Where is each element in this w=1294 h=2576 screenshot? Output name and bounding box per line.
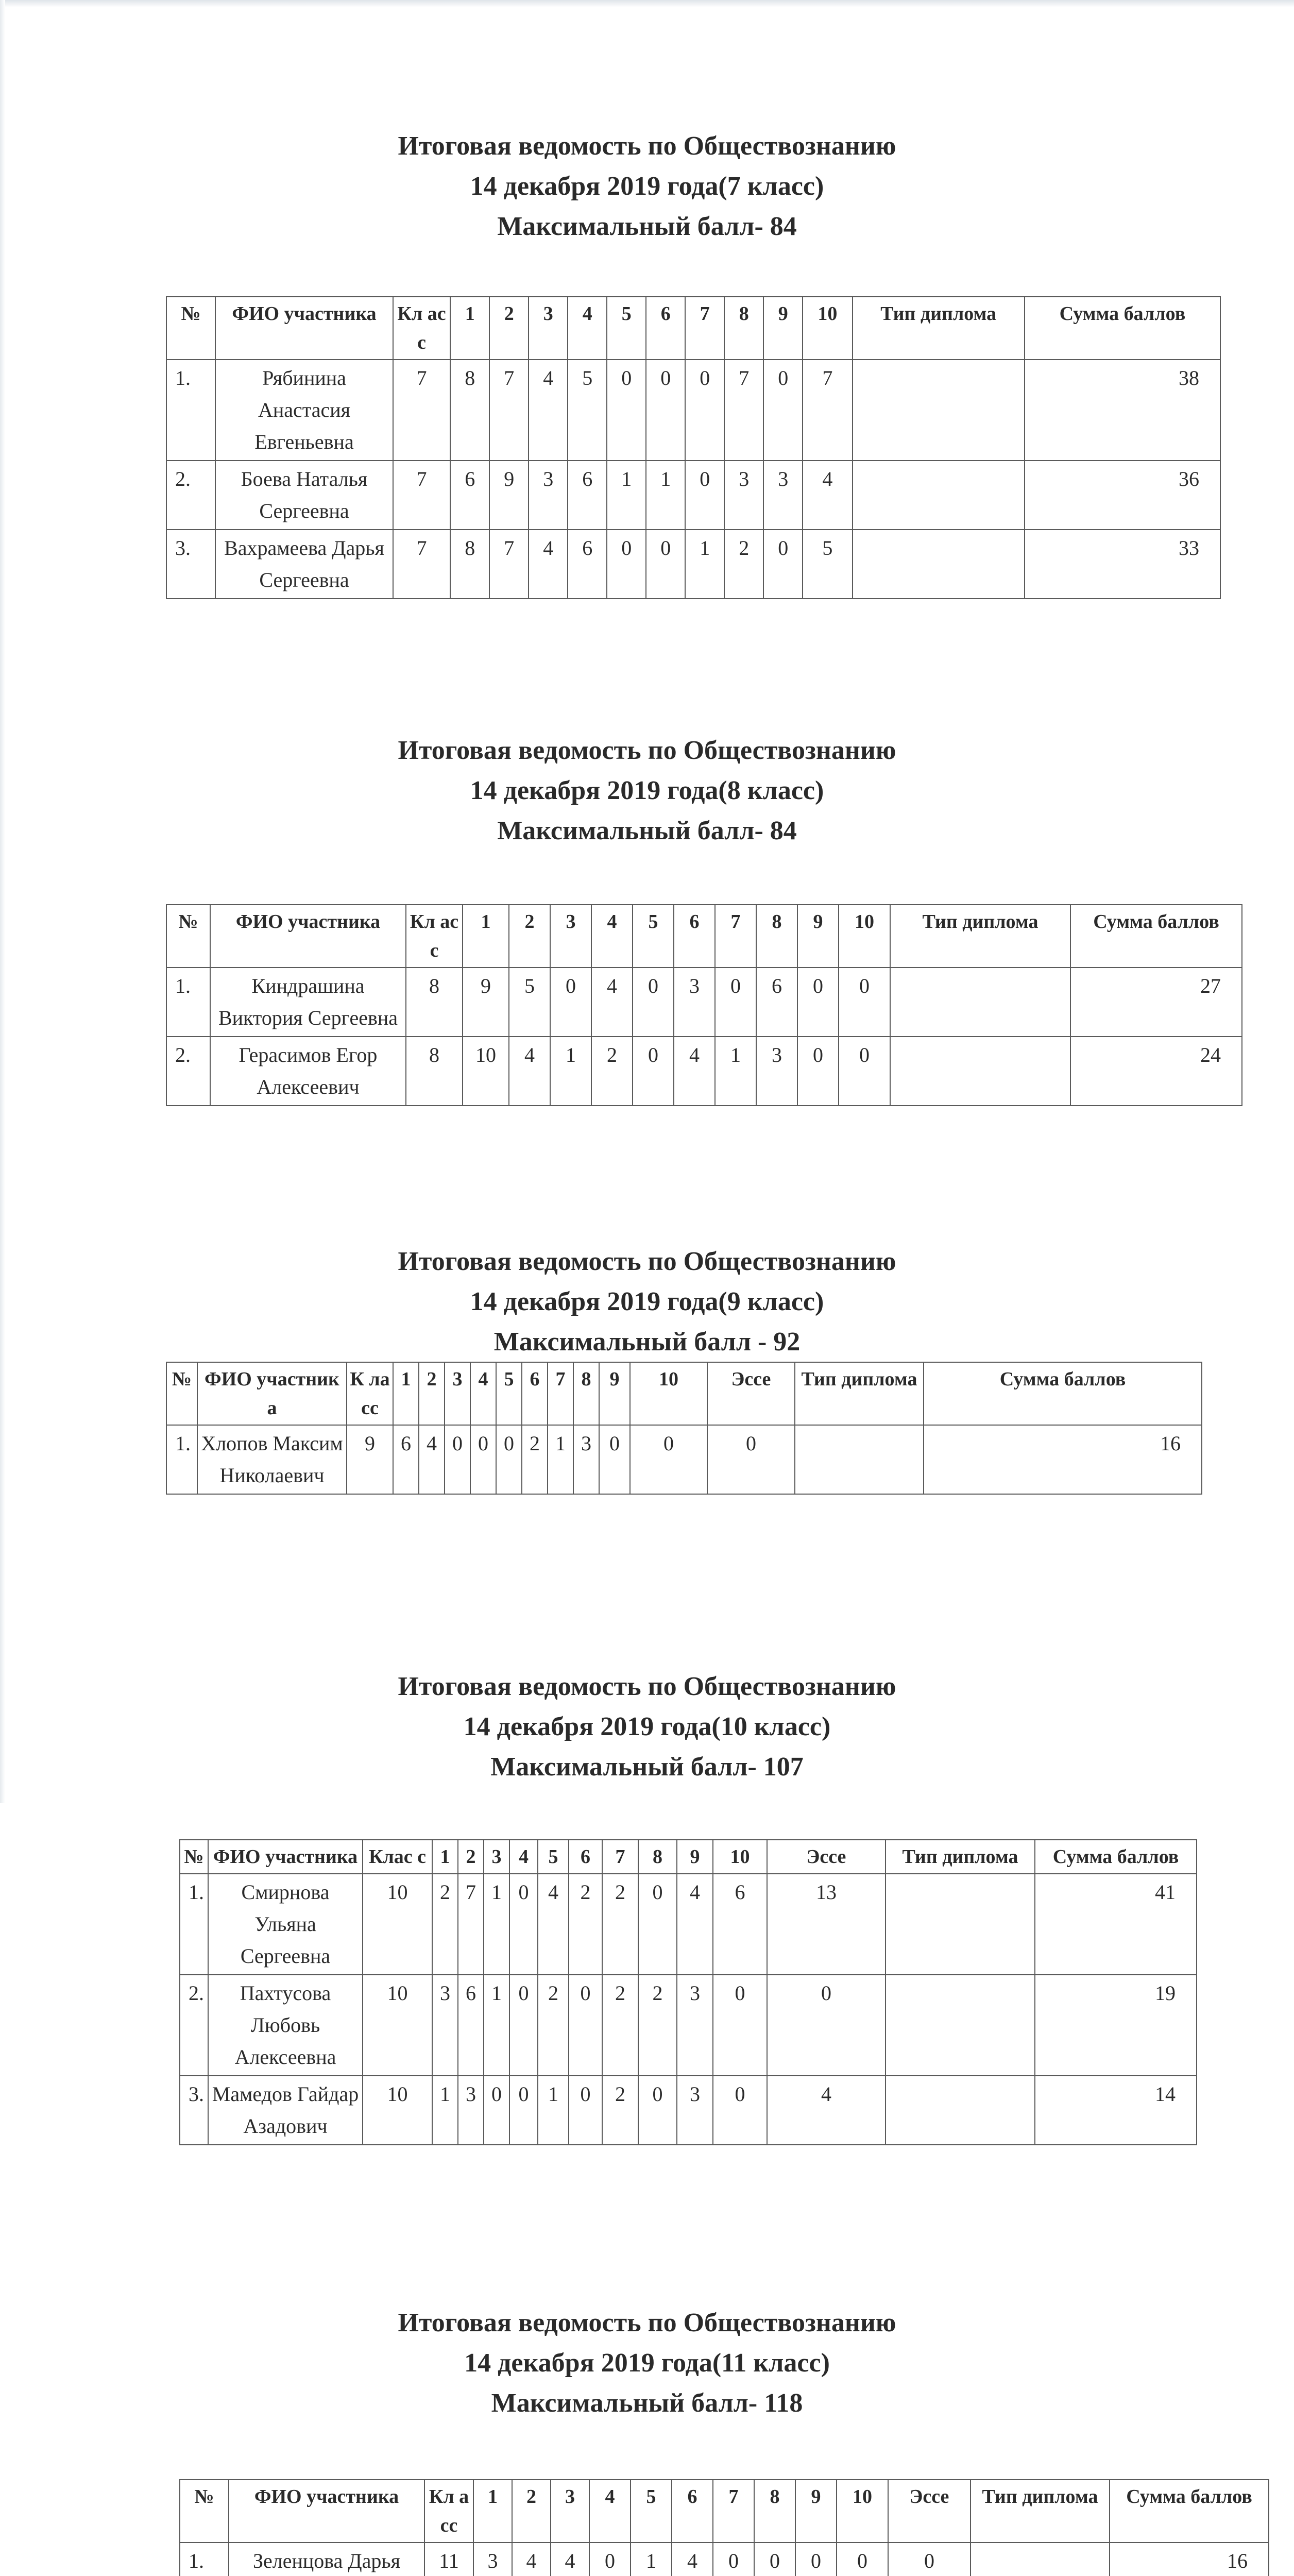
column-header: 2 <box>419 1362 445 1425</box>
score-cell: 0 <box>797 968 839 1037</box>
score-cell: 3 <box>756 1037 797 1106</box>
score-cell: 0 <box>713 1975 767 2076</box>
diploma-type-cell <box>970 2543 1110 2576</box>
score-cell: 6 <box>713 1874 767 1975</box>
column-header: 7 <box>715 905 756 968</box>
total-score-cell: 16 <box>924 1425 1202 1494</box>
results-table-grade-11 <box>179 2479 1269 2576</box>
score-cell: 0 <box>484 2076 509 2145</box>
score-cell: 2 <box>432 1874 458 1975</box>
column-header: Тип диплома <box>886 1840 1035 1874</box>
diploma-type-cell <box>886 1975 1035 2076</box>
column-header: № <box>166 1362 197 1425</box>
score-cell: 0 <box>630 1425 707 1494</box>
score-cell: 1 <box>484 1975 509 2076</box>
score-cell: 3 <box>473 2543 512 2576</box>
total-score-cell: 14 <box>1035 2076 1197 2145</box>
heading-line: 14 декабря 2019 года(10 класс) <box>463 1712 831 1741</box>
results-table-grade-8 <box>166 904 1242 1106</box>
section-heading-grade-11 <box>0 2303 1294 2424</box>
column-header: 10 <box>837 2480 888 2543</box>
score-cell: 8 <box>450 530 489 599</box>
score-cell: 4 <box>591 968 633 1037</box>
column-header: 10 <box>803 297 852 360</box>
participant-name-cell: Киндрашина Виктория Сергеевна <box>210 968 406 1037</box>
column-header: 8 <box>756 905 797 968</box>
score-cell: 4 <box>674 1037 715 1106</box>
column-header: 3 <box>551 2480 589 2543</box>
heading-line: 14 декабря 2019 года(8 класс) <box>470 776 824 805</box>
score-cell: 0 <box>763 530 803 599</box>
column-header: 1 <box>432 1840 458 1874</box>
score-cell: 7 <box>803 360 852 461</box>
column-header: ФИО участника <box>229 2480 424 2543</box>
section-heading-grade-8 <box>0 731 1294 851</box>
column-header: ФИО участника <box>208 1840 363 1874</box>
heading-line: Максимальный балл- 118 <box>491 2388 803 2418</box>
column-header: № <box>166 297 215 360</box>
score-cell: 7 <box>489 530 529 599</box>
score-cell: 0 <box>754 2543 795 2576</box>
column-header: 3 <box>445 1362 470 1425</box>
score-cell: 0 <box>837 2543 888 2576</box>
column-header: Тип диплома <box>853 297 1025 360</box>
row-number-cell: 3. <box>180 2076 208 2145</box>
heading-line: Максимальный балл- 107 <box>490 1752 804 1782</box>
column-header: Эссе <box>888 2480 970 2543</box>
score-cell: 2 <box>538 1975 569 2076</box>
score-cell: 1 <box>550 1037 591 1106</box>
table-header-row <box>180 2480 1269 2543</box>
diploma-type-cell <box>795 1425 924 1494</box>
column-header: Кл асс <box>393 297 450 360</box>
score-cell: 0 <box>633 1037 674 1106</box>
column-header: Кл асс <box>424 2480 473 2543</box>
score-cell: 4 <box>529 360 568 461</box>
diploma-type-cell <box>890 1037 1070 1106</box>
score-cell: 0 <box>470 1425 496 1494</box>
table-row <box>180 1874 1197 1975</box>
table-header-row <box>180 1840 1197 1874</box>
score-cell: 1 <box>538 2076 569 2145</box>
column-header: ФИО участника <box>197 1362 347 1425</box>
grade-cell: 7 <box>393 360 450 461</box>
column-header: Сумма баллов <box>1070 905 1242 968</box>
score-cell: 3 <box>458 2076 484 2145</box>
scan-edge-left <box>0 0 5 1803</box>
score-cell: 4 <box>672 2543 713 2576</box>
table-header-row <box>166 1362 1202 1425</box>
column-header: Тип диплома <box>890 905 1070 968</box>
section-heading-grade-9 <box>0 1242 1294 1362</box>
score-cell: 0 <box>445 1425 470 1494</box>
results-table-grade-9 <box>166 1362 1202 1495</box>
total-score-cell: 36 <box>1025 461 1220 530</box>
score-cell: 0 <box>509 2076 538 2145</box>
grade-cell: 10 <box>363 1874 432 1975</box>
score-cell: 0 <box>607 530 646 599</box>
column-header: 7 <box>713 2480 754 2543</box>
total-score-cell: 24 <box>1070 1037 1242 1106</box>
column-header: 5 <box>631 2480 672 2543</box>
score-cell: 0 <box>607 360 646 461</box>
participant-name-cell: Хлопов Максим Николаевич <box>197 1425 347 1494</box>
score-cell: 4 <box>538 1874 569 1975</box>
table-row <box>180 2543 1269 2576</box>
table-row <box>166 968 1242 1037</box>
score-cell: 1 <box>631 2543 672 2576</box>
score-cell: 3 <box>674 968 715 1037</box>
score-cell: 0 <box>646 360 685 461</box>
score-cell: 10 <box>463 1037 509 1106</box>
score-cell: 0 <box>550 968 591 1037</box>
score-cell: 7 <box>724 360 763 461</box>
results-table-grade-7 <box>166 296 1221 599</box>
table-row <box>180 1975 1197 2076</box>
row-number-cell: 1. <box>180 2543 229 2576</box>
score-cell: 0 <box>646 530 685 599</box>
table-header-row <box>166 905 1242 968</box>
total-score-cell: 19 <box>1035 1975 1197 2076</box>
table-row <box>166 360 1220 461</box>
score-cell: 5 <box>509 968 550 1037</box>
heading-line: Итоговая ведомость по Обществознанию <box>398 736 896 765</box>
score-cell: 8 <box>450 360 489 461</box>
score-cell: 5 <box>803 530 852 599</box>
column-header: 9 <box>677 1840 713 1874</box>
heading-line: Максимальный балл- 84 <box>497 212 797 241</box>
diploma-type-cell <box>886 1874 1035 1975</box>
total-score-cell: 41 <box>1035 1874 1197 1975</box>
column-header: 1 <box>463 905 509 968</box>
grade-cell: 9 <box>347 1425 393 1494</box>
diploma-type-cell <box>853 461 1025 530</box>
score-cell: 4 <box>803 461 852 530</box>
column-header: Сумма баллов <box>924 1362 1202 1425</box>
heading-line: Итоговая ведомость по Обществознанию <box>398 1247 896 1276</box>
score-cell: 0 <box>763 360 803 461</box>
score-cell: 13 <box>767 1874 886 1975</box>
diploma-type-cell <box>890 968 1070 1037</box>
score-cell: 3 <box>677 2076 713 2145</box>
column-header: Сумма баллов <box>1025 297 1220 360</box>
total-score-cell: 33 <box>1025 530 1220 599</box>
column-header: 6 <box>569 1840 602 1874</box>
score-cell: 7 <box>489 360 529 461</box>
heading-line: 14 декабря 2019 года(11 класс) <box>464 2348 830 2378</box>
column-header: № <box>166 905 210 968</box>
score-cell: 7 <box>458 1874 484 1975</box>
score-cell: 0 <box>767 1975 886 2076</box>
row-number-cell: 1. <box>166 968 210 1037</box>
diploma-type-cell <box>886 2076 1035 2145</box>
column-header: 4 <box>591 905 633 968</box>
participant-name-cell: Зеленцова Дарья <box>229 2543 424 2576</box>
grade-cell: 10 <box>363 1975 432 2076</box>
score-cell: 5 <box>568 360 607 461</box>
score-cell: 1 <box>715 1037 756 1106</box>
diploma-type-cell <box>853 360 1025 461</box>
score-cell: 0 <box>638 2076 677 2145</box>
total-score-cell: 16 <box>1110 2543 1269 2576</box>
column-header: 6 <box>646 297 685 360</box>
column-header: 10 <box>713 1840 767 1874</box>
score-cell: 4 <box>529 530 568 599</box>
score-cell: 4 <box>767 2076 886 2145</box>
row-number-cell: 2. <box>180 1975 208 2076</box>
column-header: Сумма баллов <box>1110 2480 1269 2543</box>
column-header: Эссе <box>767 1840 886 1874</box>
column-header: 5 <box>633 905 674 968</box>
column-header: Клас с <box>363 1840 432 1874</box>
score-cell: 0 <box>496 1425 522 1494</box>
grade-cell: 7 <box>393 461 450 530</box>
grade-cell: 8 <box>406 1037 463 1106</box>
table-row <box>166 461 1220 530</box>
score-cell: 0 <box>795 2543 837 2576</box>
participant-name-cell: Рябинина Анастасия Евгеньевна <box>215 360 393 461</box>
score-cell: 0 <box>797 1037 839 1106</box>
score-cell: 0 <box>509 1975 538 2076</box>
score-cell: 6 <box>568 530 607 599</box>
score-cell: 1 <box>607 461 646 530</box>
score-cell: 2 <box>591 1037 633 1106</box>
table-row <box>166 1037 1242 1106</box>
score-cell: 4 <box>419 1425 445 1494</box>
heading-line: 14 декабря 2019 года(9 класс) <box>470 1287 824 1316</box>
score-cell: 0 <box>713 2543 754 2576</box>
score-cell: 9 <box>463 968 509 1037</box>
score-cell: 4 <box>512 2543 551 2576</box>
grade-cell: 11 <box>424 2543 473 2576</box>
score-cell: 4 <box>677 1874 713 1975</box>
column-header: № <box>180 2480 229 2543</box>
score-cell: 0 <box>888 2543 970 2576</box>
column-header: 8 <box>724 297 763 360</box>
participant-name-cell: Пахтусова Любовь Алексеевна <box>208 1975 363 2076</box>
score-cell: 2 <box>602 1975 638 2076</box>
column-header: 5 <box>607 297 646 360</box>
column-header: Тип диплома <box>795 1362 924 1425</box>
section-heading-grade-10 <box>0 1667 1294 1787</box>
heading-line: Максимальный балл - 92 <box>493 1327 801 1357</box>
score-cell: 1 <box>484 1874 509 1975</box>
score-cell: 0 <box>715 968 756 1037</box>
row-number-cell: 2. <box>166 461 215 530</box>
total-score-cell: 38 <box>1025 360 1220 461</box>
score-cell: 2 <box>724 530 763 599</box>
column-header: 6 <box>672 2480 713 2543</box>
scan-edge-top <box>0 0 1294 7</box>
column-header: ФИО участника <box>215 297 393 360</box>
column-header: 10 <box>839 905 890 968</box>
score-cell: 0 <box>569 1975 602 2076</box>
column-header: 7 <box>602 1840 638 1874</box>
score-cell: 0 <box>707 1425 795 1494</box>
column-header: 4 <box>470 1362 496 1425</box>
score-cell: 1 <box>685 530 724 599</box>
score-cell: 3 <box>724 461 763 530</box>
column-header: 4 <box>589 2480 631 2543</box>
column-header: № <box>180 1840 208 1874</box>
row-number-cell: 3. <box>166 530 215 599</box>
participant-name-cell: Смирнова Ульяна Сергеевна <box>208 1874 363 1975</box>
section-heading-grade-7 <box>0 126 1294 247</box>
column-header: 6 <box>522 1362 548 1425</box>
score-cell: 0 <box>839 968 890 1037</box>
score-cell: 6 <box>568 461 607 530</box>
score-cell: 0 <box>685 360 724 461</box>
column-header: 4 <box>509 1840 538 1874</box>
score-cell: 0 <box>599 1425 630 1494</box>
score-cell: 2 <box>638 1975 677 2076</box>
row-number-cell: 1. <box>166 360 215 461</box>
table-row <box>166 1425 1202 1494</box>
score-cell: 0 <box>713 2076 767 2145</box>
table-row <box>180 2076 1197 2145</box>
column-header: Тип диплома <box>970 2480 1110 2543</box>
column-header: 5 <box>538 1840 569 1874</box>
participant-name-cell: Герасимов Егор Алексеевич <box>210 1037 406 1106</box>
column-header: Кл асс <box>406 905 463 968</box>
column-header: Эссе <box>707 1362 795 1425</box>
column-header: 4 <box>568 297 607 360</box>
column-header: 2 <box>512 2480 551 2543</box>
score-cell: 4 <box>551 2543 589 2576</box>
score-cell: 0 <box>633 968 674 1037</box>
column-header: 3 <box>550 905 591 968</box>
score-cell: 2 <box>569 1874 602 1975</box>
score-cell: 4 <box>509 1037 550 1106</box>
column-header: ФИО участника <box>210 905 406 968</box>
column-header: Сумма баллов <box>1035 1840 1197 1874</box>
score-cell: 3 <box>763 461 803 530</box>
score-cell: 0 <box>839 1037 890 1106</box>
column-header: 2 <box>509 905 550 968</box>
score-cell: 0 <box>589 2543 631 2576</box>
score-cell: 1 <box>432 2076 458 2145</box>
column-header: 9 <box>797 905 839 968</box>
score-cell: 0 <box>569 2076 602 2145</box>
row-number-cell: 2. <box>166 1037 210 1106</box>
heading-line: 14 декабря 2019 года(7 класс) <box>470 172 824 201</box>
participant-name-cell: Вахрамеева Дарья Сергеевна <box>215 530 393 599</box>
row-number-cell: 1. <box>166 1425 197 1494</box>
score-cell: 0 <box>509 1874 538 1975</box>
grade-cell: 10 <box>363 2076 432 2145</box>
column-header: 7 <box>685 297 724 360</box>
score-cell: 2 <box>602 2076 638 2145</box>
score-cell: 6 <box>393 1425 419 1494</box>
grade-cell: 8 <box>406 968 463 1037</box>
column-header: 9 <box>795 2480 837 2543</box>
heading-line: Итоговая ведомость по Обществознанию <box>398 131 896 161</box>
score-cell: 2 <box>602 1874 638 1975</box>
table-row <box>166 530 1220 599</box>
heading-line: Итоговая ведомость по Обществознанию <box>398 1672 896 1701</box>
column-header: 1 <box>473 2480 512 2543</box>
column-header: 8 <box>754 2480 795 2543</box>
column-header: 1 <box>393 1362 419 1425</box>
score-cell: 3 <box>432 1975 458 2076</box>
score-cell: 0 <box>638 1874 677 1975</box>
score-cell: 2 <box>522 1425 548 1494</box>
column-header: 9 <box>599 1362 630 1425</box>
results-table-grade-10 <box>179 1839 1197 2145</box>
row-number-cell: 1. <box>180 1874 208 1975</box>
column-header: 9 <box>763 297 803 360</box>
column-header: 7 <box>548 1362 573 1425</box>
score-cell: 6 <box>458 1975 484 2076</box>
participant-name-cell: Мамедов Гайдар Азадович <box>208 2076 363 2145</box>
score-cell: 0 <box>685 461 724 530</box>
column-header: 10 <box>630 1362 707 1425</box>
heading-line: Максимальный балл- 84 <box>497 816 797 845</box>
score-cell: 3 <box>573 1425 599 1494</box>
column-header: 5 <box>496 1362 522 1425</box>
column-header: 1 <box>450 297 489 360</box>
column-header: 8 <box>638 1840 677 1874</box>
total-score-cell: 27 <box>1070 968 1242 1037</box>
score-cell: 3 <box>677 1975 713 2076</box>
score-cell: 3 <box>529 461 568 530</box>
column-header: 8 <box>573 1362 599 1425</box>
score-cell: 6 <box>756 968 797 1037</box>
heading-line: Итоговая ведомость по Обществознанию <box>398 2308 896 2337</box>
participant-name-cell: Боева Наталья Сергеевна <box>215 461 393 530</box>
column-header: 2 <box>489 297 529 360</box>
column-header: 3 <box>484 1840 509 1874</box>
column-header: 6 <box>674 905 715 968</box>
column-header: 2 <box>458 1840 484 1874</box>
diploma-type-cell <box>853 530 1025 599</box>
table-header-row <box>166 297 1220 360</box>
column-header: 3 <box>529 297 568 360</box>
score-cell: 6 <box>450 461 489 530</box>
score-cell: 1 <box>548 1425 573 1494</box>
column-header: К ла сс <box>347 1362 393 1425</box>
score-cell: 9 <box>489 461 529 530</box>
score-cell: 1 <box>646 461 685 530</box>
grade-cell: 7 <box>393 530 450 599</box>
